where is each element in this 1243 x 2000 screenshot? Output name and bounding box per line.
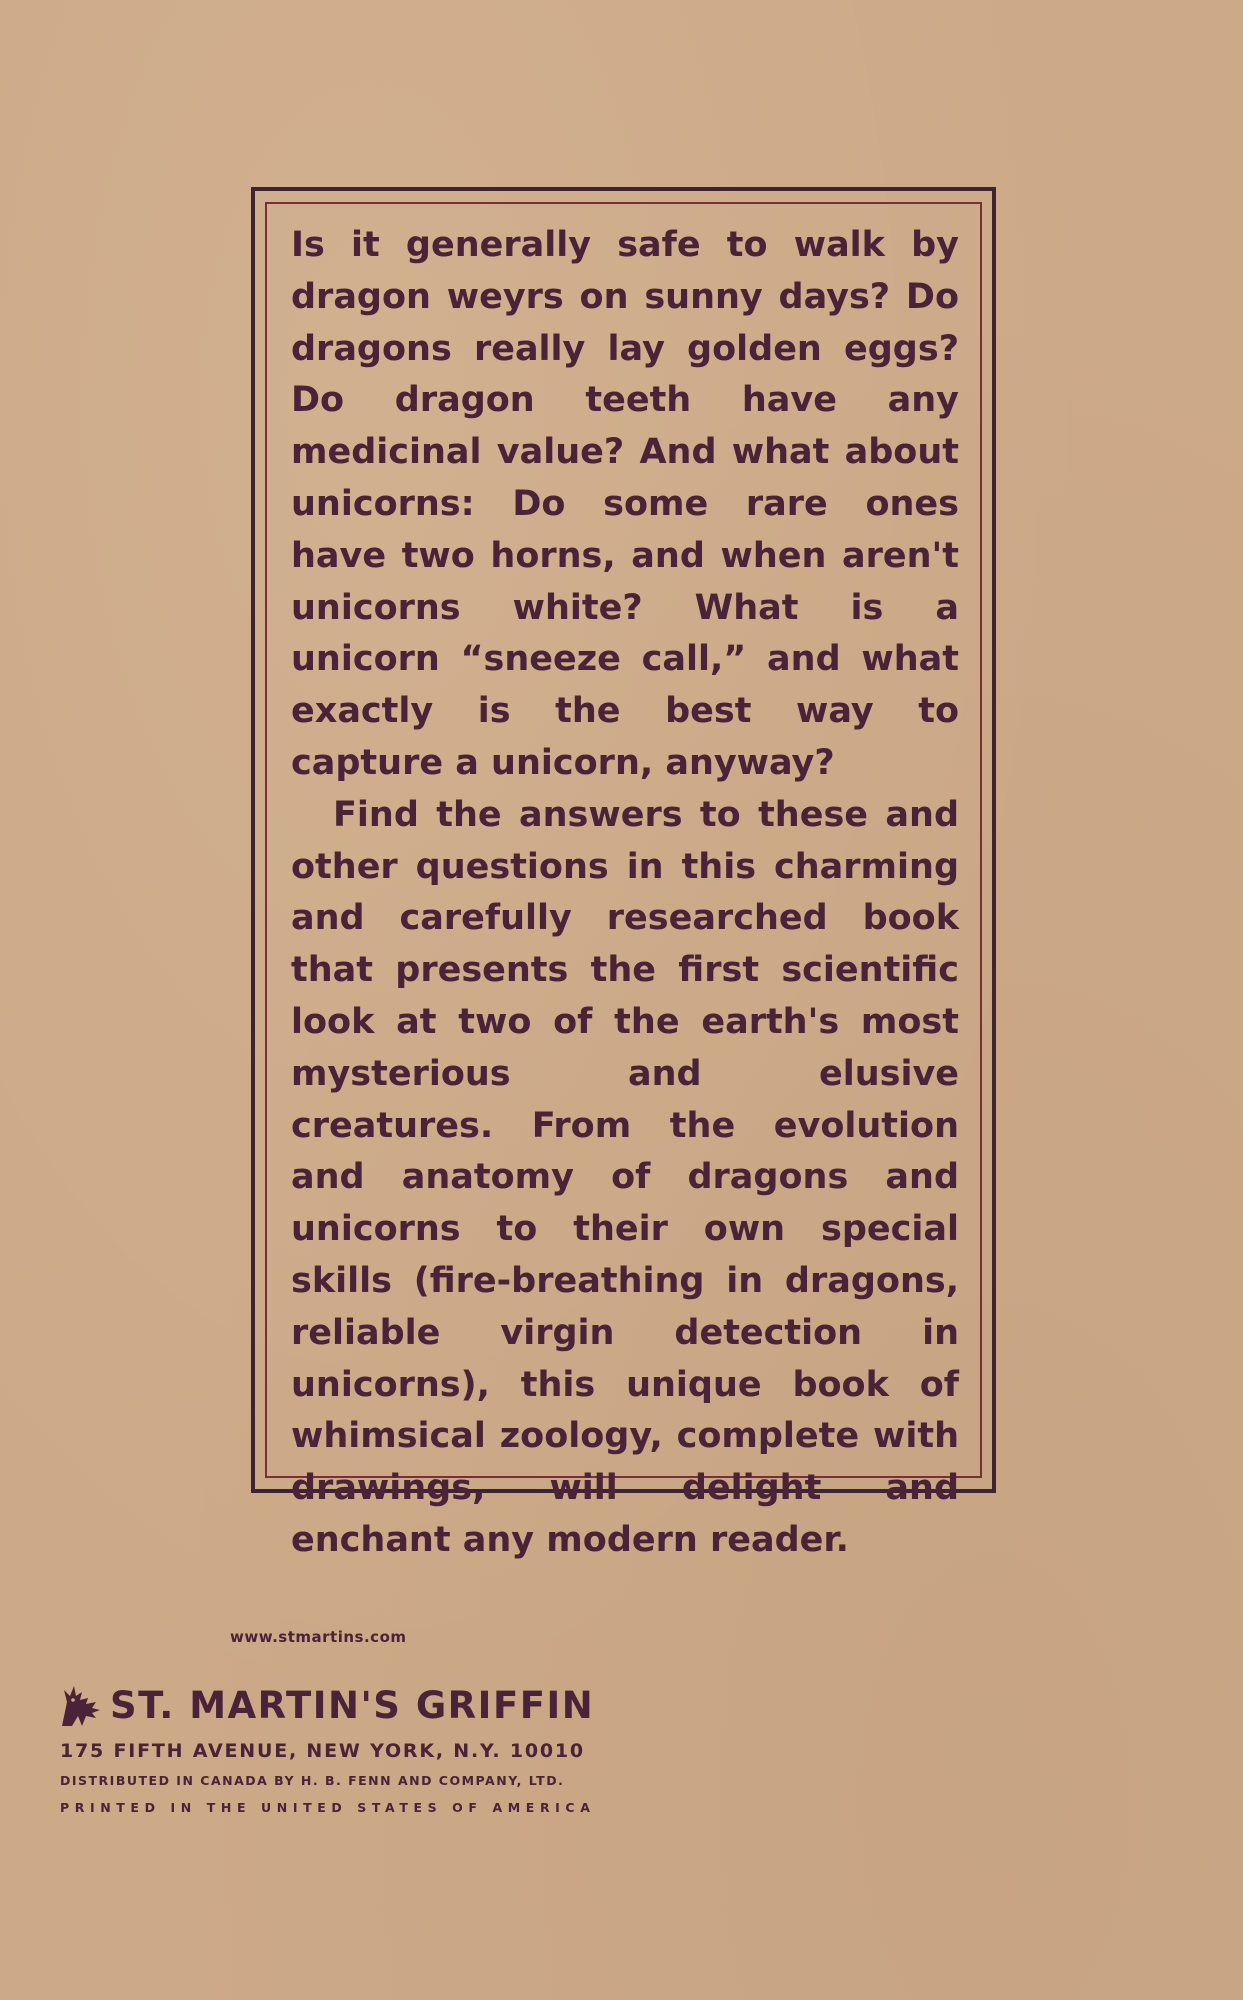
publisher-brand <box>58 1680 594 1730</box>
blurb-paragraph-1: Is it generally safe to walk by dragon weyrs on sunny days? Do dragons really lay golden eggs? Do dragon teeth have any medicinal value? And what about unicorns: Do some rare ones have two horns, and when aren't unicorns white? What is a unicorn “sneeze call,” and what exactly is the best way to capture a unicorn, anyway? <box>291 225 959 783</box>
distribution-note: DISTRIBUTED IN CANADA BY H. B. FENN AND COMPANY, LTD. <box>60 1773 565 1788</box>
griffin-icon <box>58 1682 102 1728</box>
printed-note: PRINTED IN THE UNITED STATES OF AMERICA <box>60 1800 596 1815</box>
publisher-name: ST. MARTIN'S GRIFFIN <box>110 1683 595 1727</box>
publisher-address: 175 FIFTH AVENUE, NEW YORK, N.Y. 10010 <box>60 1740 585 1762</box>
blurb-paragraph-2: Find the answers to these and other questions in this charming and carefully researched book that presents the first scientific look at two of the earth's most mysterious and elusive creatures. From the evolution and anatomy of dragons and unicorns to their own special skills (fire-breathing in dragons, reliable virgin detection in unicorns), this unique book of whimsical zoology, complete with drawings, will delight and enchant any modern reader. <box>291 794 959 1560</box>
publisher-url[interactable]: www.stmartins.com <box>230 1628 407 1646</box>
blurb-text <box>291 220 959 1567</box>
